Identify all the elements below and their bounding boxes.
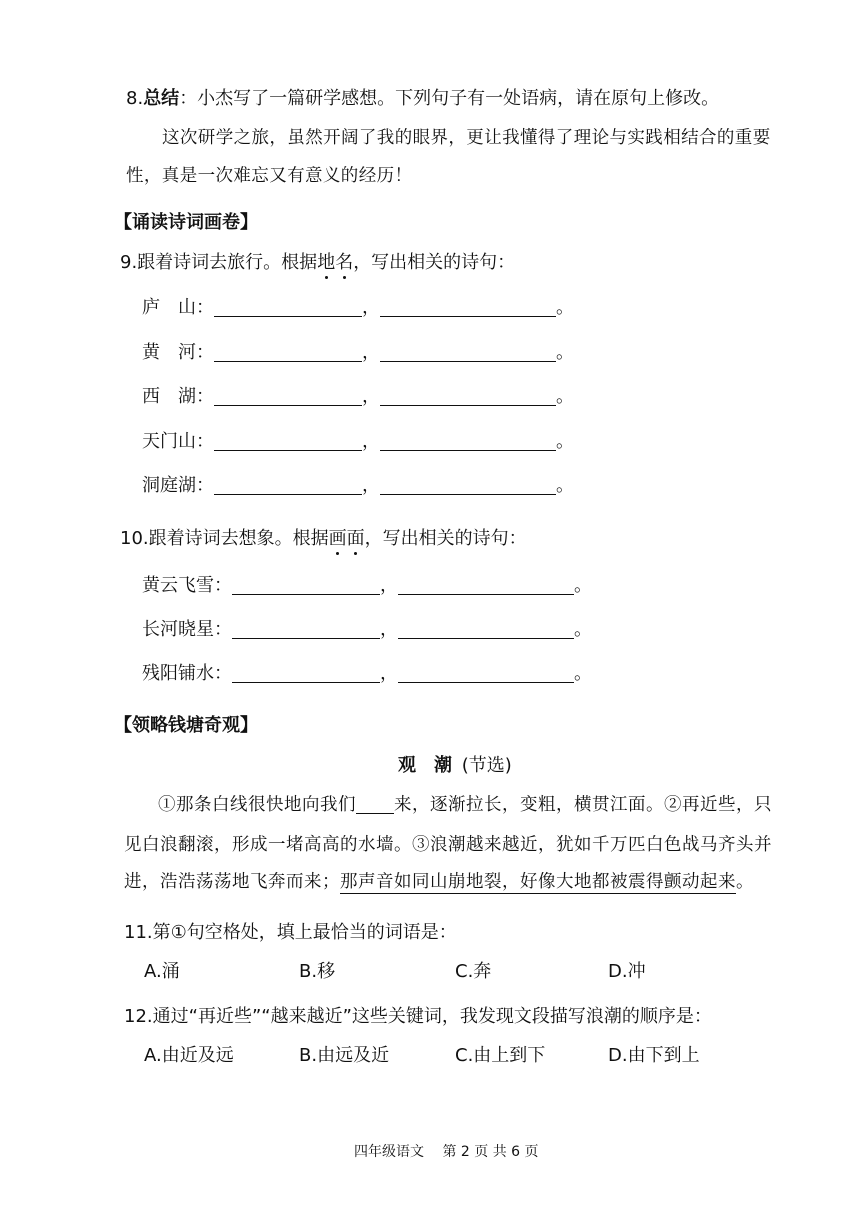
comma: ， [362, 475, 380, 496]
answer-blank[interactable] [398, 620, 574, 639]
q9-row-label: 天门山： [142, 430, 214, 452]
q10-row-2 [142, 615, 592, 641]
answer-blank[interactable] [214, 387, 362, 406]
period: 。 [556, 386, 574, 407]
q12-option-c[interactable]: C.由上到下 [455, 1045, 546, 1066]
q10-row-3 [142, 659, 592, 685]
period: 。 [556, 430, 574, 452]
comma: ， [362, 341, 380, 363]
q11-option-c[interactable]: C.奔 [455, 961, 492, 982]
period: 。 [556, 297, 574, 318]
q12-option-a[interactable]: A.由近及远 [144, 1045, 234, 1066]
q11-option-b[interactable]: B.移 [299, 961, 336, 982]
q9-row-4 [142, 427, 574, 453]
section-heading-qiantang: 【领略钱塘奇观】 [114, 715, 258, 736]
answer-blank[interactable] [214, 476, 362, 495]
answer-blank[interactable] [232, 620, 380, 639]
q8-number: 8. [126, 88, 144, 109]
q9-row-label: 庐 山： [142, 297, 214, 318]
q9-row-label: 西 湖： [142, 386, 214, 407]
q9-prompt [120, 248, 515, 274]
q9-row-3 [142, 382, 574, 408]
answer-blank[interactable] [380, 476, 556, 495]
answer-blank[interactable] [380, 298, 556, 317]
answer-blank[interactable] [232, 576, 380, 595]
period: 。 [556, 475, 574, 496]
answer-blank[interactable] [398, 576, 574, 595]
passage-line3-a: 进，浩浩荡荡地飞奔而来； [124, 872, 340, 892]
q9-row-5 [142, 471, 574, 497]
answer-blank[interactable] [214, 298, 362, 317]
q12-option-d[interactable]: D.由下到上 [608, 1045, 700, 1066]
q10-emphasis-1: 画 [328, 528, 347, 549]
q10-emphasis-2: 面 [346, 528, 365, 549]
section-heading-poetry: 【诵读诗词画卷】 [114, 212, 258, 233]
comma: ， [380, 575, 398, 596]
period: 。 [574, 619, 592, 640]
comma: ， [380, 619, 398, 640]
passage-blank[interactable] [356, 795, 394, 814]
q8-prompt-text: ：小杰写了一篇研学感想。下列句子有一处语病，请在原句上修改。 [179, 88, 720, 109]
comma: ， [362, 430, 380, 452]
passage-line3-end: 。 [736, 872, 754, 892]
answer-blank[interactable] [380, 387, 556, 406]
passage-underlined-sentence: 那声音如同山崩地裂，好像大地都被震得颤动起来 [340, 872, 736, 892]
q12-option-b[interactable]: B.由远及近 [299, 1045, 390, 1066]
answer-blank[interactable] [214, 343, 362, 362]
passage-line3 [124, 868, 754, 893]
q9-prefix: 9.跟着诗词去旅行。根据 [120, 252, 318, 273]
q9-row-label: 洞庭湖： [142, 475, 214, 496]
q9-row-2 [142, 338, 574, 364]
q9-emphasis-2: 名 [335, 252, 354, 273]
page-footer: 四年级语文 第 2 页 共 6 页 [354, 1144, 539, 1160]
q10-row-label: 黄云飞雪： [142, 575, 232, 596]
q10-row-label: 残阳铺水： [142, 663, 232, 684]
answer-blank[interactable] [214, 432, 362, 451]
passage-title [398, 751, 512, 777]
q12-prompt: 12.通过“再近些”“越来越近”这些关键词，我发现文段描写浪潮的顺序是： [124, 1006, 712, 1027]
q9-emphasis-1: 地 [317, 252, 336, 273]
answer-blank[interactable] [380, 343, 556, 362]
q10-row-1 [142, 571, 592, 597]
period: 。 [574, 575, 592, 596]
q9-row-1 [142, 293, 574, 319]
passage-line1-a: ①那条白线很快地向我们 [158, 795, 356, 815]
passage-note: (节选) [461, 755, 512, 776]
q8-label: 总结 [143, 88, 180, 109]
q11-option-a[interactable]: A.涌 [144, 961, 180, 982]
q10-prefix: 10.跟着诗词去想象。根据 [120, 528, 329, 549]
q8-sentence-line2: 性，真是一次难忘又有意义的经历！ [126, 166, 413, 186]
passage-line1 [158, 791, 772, 816]
passage-line1-b: 来，逐渐拉长，变粗，横贯江面。②再近些，只 [394, 795, 772, 815]
q10-row-label: 长河晓星： [142, 619, 232, 640]
period: 。 [574, 663, 592, 684]
period: 。 [556, 341, 574, 363]
answer-blank[interactable] [232, 664, 380, 683]
q9-suffix: ，写出相关的诗句： [353, 252, 516, 273]
q11-prompt: 11.第①句空格处，填上最恰当的词语是： [124, 922, 457, 943]
comma: ， [380, 663, 398, 684]
q8-sentence-line1: 这次研学之旅，虽然开阔了我的眼界，更让我懂得了理论与实践相结合的重要 [162, 128, 771, 148]
q10-prompt [120, 524, 527, 550]
answer-blank[interactable] [380, 432, 556, 451]
q11-option-d[interactable]: D.冲 [608, 961, 646, 982]
passage-title-text: 观 潮 [398, 755, 452, 776]
passage-line2: 见白浪翻滚，形成一堵高高的水墙。③浪潮越来越近，犹如千万匹白色战马齐头并 [124, 835, 772, 855]
q9-row-label: 黄 河： [142, 341, 214, 363]
comma: ， [362, 297, 380, 318]
q8-prompt [126, 84, 719, 110]
comma: ， [362, 386, 380, 407]
q10-suffix: ，写出相关的诗句： [364, 528, 527, 549]
answer-blank[interactable] [398, 664, 574, 683]
